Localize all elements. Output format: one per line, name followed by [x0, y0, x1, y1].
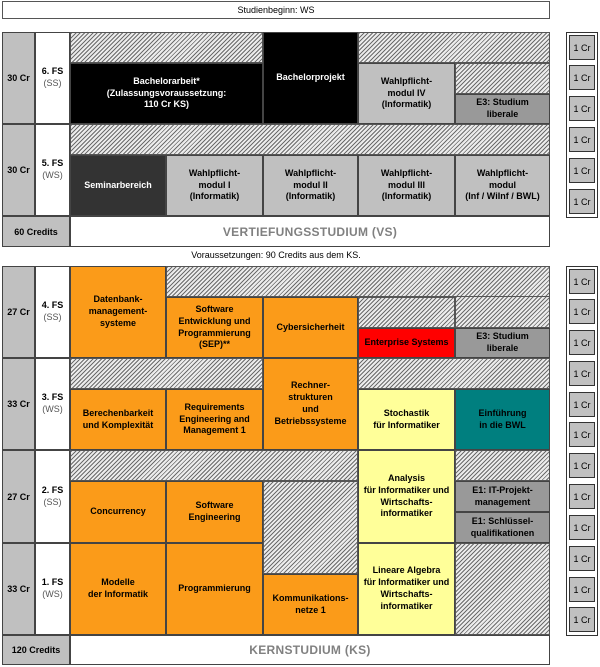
ks-row-4-credits: [2, 266, 35, 358]
vs-row-5-credits: [2, 124, 35, 216]
credit-unit-label: 1 Cr: [573, 584, 591, 595]
module-e3-studium-liberale-vs: [455, 94, 550, 124]
hatch-filler: [358, 297, 455, 328]
module-bachelorarbeit: [70, 63, 263, 124]
module-berechenbarkeit: [70, 389, 166, 450]
module-label: Modelle der Informatik: [87, 577, 148, 599]
module-label: Wahlpflicht- modul I (Informatik): [188, 167, 241, 202]
module-wahlpflicht-iii: [358, 155, 455, 216]
study-start-label: Studienbeginn: WS: [237, 5, 315, 15]
module-requirements-engineering: [166, 389, 263, 450]
credit-unit-box: [569, 392, 595, 417]
credit-unit-box: [569, 361, 595, 386]
credit-unit-box: [569, 127, 595, 152]
semester-label: 1. FS: [41, 577, 64, 588]
module-label: Bachelorprojekt: [276, 72, 345, 83]
module-label: Einführung in die BWL: [478, 407, 527, 430]
semester-label: 3. FS: [41, 392, 64, 403]
hatch-filler: [70, 358, 263, 389]
module-concurrency: [70, 481, 166, 543]
module-label: Wahlpflicht- modul (Inf / WiInf / BWL): [465, 167, 540, 202]
vs-section-title: [70, 216, 550, 247]
semester-label: 6. FS: [41, 66, 64, 77]
module-wahlpflicht-i: [166, 155, 263, 216]
hatch-filler: [455, 63, 550, 94]
ks-row-2-semester: [35, 450, 70, 543]
module-label: Berechenbarkeit und Komplexität: [82, 407, 154, 430]
module-label: E1: Schlüssel- qualifikationen: [470, 515, 535, 538]
total-credits-label: 120 Credits: [11, 645, 61, 655]
module-label: Cybersicherheit: [276, 321, 345, 332]
module-label: Enterprise Systems: [364, 337, 449, 348]
module-datenbankmanagementsysteme: [70, 266, 166, 358]
module-enterprise-systems: [358, 328, 455, 358]
credits-label: 27 Cr: [7, 491, 30, 502]
ks-total-credits: [2, 635, 70, 665]
vs-row-6-semester: [35, 32, 70, 124]
module-label: E1: IT-Projekt- management: [472, 484, 533, 507]
hatch-filler: [70, 450, 358, 481]
module-label: Datenbank- management- systeme: [88, 294, 148, 328]
hatch-filler: [263, 481, 358, 574]
module-analysis: [358, 450, 455, 543]
module-wahlpflicht-iv: [358, 63, 455, 124]
module-bachelorprojekt: [263, 32, 358, 124]
semester-label: 4. FS: [41, 300, 64, 311]
module-label: Bachelorarbeit* (Zulassungsvoraussetzung: 110 Cr KS): [106, 75, 227, 110]
credit-unit-label: 1 Cr: [573, 614, 591, 625]
module-sep: [166, 297, 263, 358]
module-einfuehrung-bwl: [455, 389, 550, 450]
ks-row-3-semester: [35, 358, 70, 450]
credit-unit-label: 1 Cr: [573, 103, 591, 114]
module-e3-studium-liberale-ks: [455, 328, 550, 358]
credit-unit-label: 1 Cr: [573, 165, 591, 176]
module-label: Seminarbereich: [84, 179, 152, 190]
ks-row-1-semester: [35, 543, 70, 635]
module-label: Programmierung: [178, 583, 251, 594]
ks-row-1-credits: [2, 543, 35, 635]
credit-unit-label: 1 Cr: [573, 134, 591, 145]
module-label: Kommunikations- netze 1: [272, 592, 349, 615]
study-start-banner: [2, 1, 550, 19]
module-software-engineering: [166, 481, 263, 543]
credit-unit-box: [569, 158, 595, 183]
module-cybersicherheit: [263, 297, 358, 358]
credit-unit-box: [569, 484, 595, 509]
term-label: (SS): [43, 312, 62, 322]
credit-unit-box: [569, 515, 595, 540]
credit-unit-label: 1 Cr: [573, 42, 591, 53]
module-seminarbereich: [70, 155, 166, 216]
credit-unit-label: 1 Cr: [573, 491, 591, 502]
module-modelle-der-informatik: [70, 543, 166, 635]
credit-unit-label: 1 Cr: [573, 522, 591, 533]
hatch-filler: [455, 297, 550, 328]
module-label: E3: Studium liberale: [476, 331, 529, 353]
module-it-projektmanagement: [455, 481, 550, 512]
credit-unit-label: 1 Cr: [573, 553, 591, 564]
module-label: E3: Studium liberale: [476, 97, 529, 119]
term-label: (WS): [42, 589, 63, 599]
module-wahlpflicht-ii: [263, 155, 358, 216]
module-label: Software Engineering: [188, 500, 241, 522]
module-label: Software Entwicklung und Programmierung (SEP)**: [178, 303, 251, 350]
module-stochastik: [358, 389, 455, 450]
term-label: (SS): [43, 78, 62, 88]
credit-unit-label: 1 Cr: [573, 337, 591, 348]
hatch-filler: [358, 358, 550, 389]
module-label: Concurrency: [90, 506, 146, 517]
credit-unit-label: 1 Cr: [573, 460, 591, 471]
credits-label: 33 Cr: [7, 584, 30, 594]
module-programmierung: [166, 543, 263, 635]
module-label: Analysis für Informatiker und Wirtschafts- informatiker: [363, 472, 450, 519]
section-title-label: KERNSTUDIUM (KS): [249, 643, 371, 657]
vs-total-credits: [2, 216, 70, 247]
ks-row-3-credits: [2, 358, 35, 450]
hatch-filler: [70, 32, 263, 63]
hatch-filler: [455, 543, 550, 635]
credits-label: 30 Cr: [7, 165, 30, 175]
credit-unit-label: 1 Cr: [573, 196, 591, 207]
credit-unit-box: [569, 299, 595, 324]
credit-unit-box: [569, 577, 595, 602]
credit-unit-box: [569, 189, 595, 214]
module-label: Requirements Engineering and Management 1: [179, 401, 250, 436]
credit-unit-box: [569, 422, 595, 447]
credit-unit-label: 1 Cr: [573, 429, 591, 440]
module-label: Wahlpflicht- modul III (Informatik): [380, 167, 433, 202]
credit-unit-box: [569, 65, 595, 90]
module-kommunikationsnetze: [263, 574, 358, 635]
credit-unit-label: 1 Cr: [573, 72, 591, 83]
term-label: (WS): [42, 404, 63, 414]
module-rechnerstrukturen: [263, 358, 358, 450]
total-credits-label: 60 Credits: [14, 226, 58, 237]
hatch-filler: [70, 124, 550, 155]
credit-unit-box: [569, 96, 595, 121]
ks-section-title: [70, 635, 550, 665]
ks-row-4-semester: [35, 266, 70, 358]
credit-unit-label: 1 Cr: [573, 368, 591, 379]
credits-label: 30 Cr: [7, 73, 30, 83]
prerequisite-label: Voraussetzungen: 90 Credits aus dem KS.: [191, 250, 361, 260]
module-label: Lineare Algebra für Informatiker und Wirtschafts- informatiker: [363, 565, 450, 611]
vs-row-5-semester: [35, 124, 70, 216]
credit-unit-label: 1 Cr: [573, 399, 591, 410]
credit-unit-box: [569, 453, 595, 478]
module-label: Wahlpflicht- modul IV (Informatik): [380, 75, 433, 110]
credit-unit-box: [569, 330, 595, 355]
module-label: Rechner- strukturen und Betriebssysteme: [274, 380, 347, 426]
hatch-filler: [455, 450, 550, 481]
module-lineare-algebra: [358, 543, 455, 635]
semester-label: 2. FS: [41, 484, 64, 495]
credits-label: 27 Cr: [7, 307, 30, 317]
semester-label: 5. FS: [41, 158, 64, 169]
credit-unit-box: [569, 269, 595, 294]
credit-unit-box: [569, 546, 595, 571]
credit-unit-box: [569, 35, 595, 60]
module-label: Wahlpflicht- modul II (Informatik): [284, 167, 337, 202]
module-schluesselqualifikationen: [455, 512, 550, 543]
module-wahlpflicht-inf-wiinf-bwl: [455, 155, 550, 216]
vs-row-6-credits: [2, 32, 35, 124]
hatch-filler: [166, 266, 550, 297]
credits-label: 33 Cr: [7, 399, 30, 409]
credit-unit-label: 1 Cr: [573, 276, 591, 287]
credit-unit-box: [569, 607, 595, 632]
hatch-filler: [358, 32, 550, 63]
ks-row-2-credits: [2, 450, 35, 543]
term-label: (WS): [42, 170, 63, 180]
term-label: (SS): [43, 496, 62, 507]
section-title-label: VERTIEFUNGSSTUDIUM (VS): [222, 224, 398, 239]
prerequisite-note: [2, 250, 550, 262]
module-label: Stochastik für Informatiker: [373, 407, 440, 430]
credit-unit-label: 1 Cr: [573, 306, 591, 317]
